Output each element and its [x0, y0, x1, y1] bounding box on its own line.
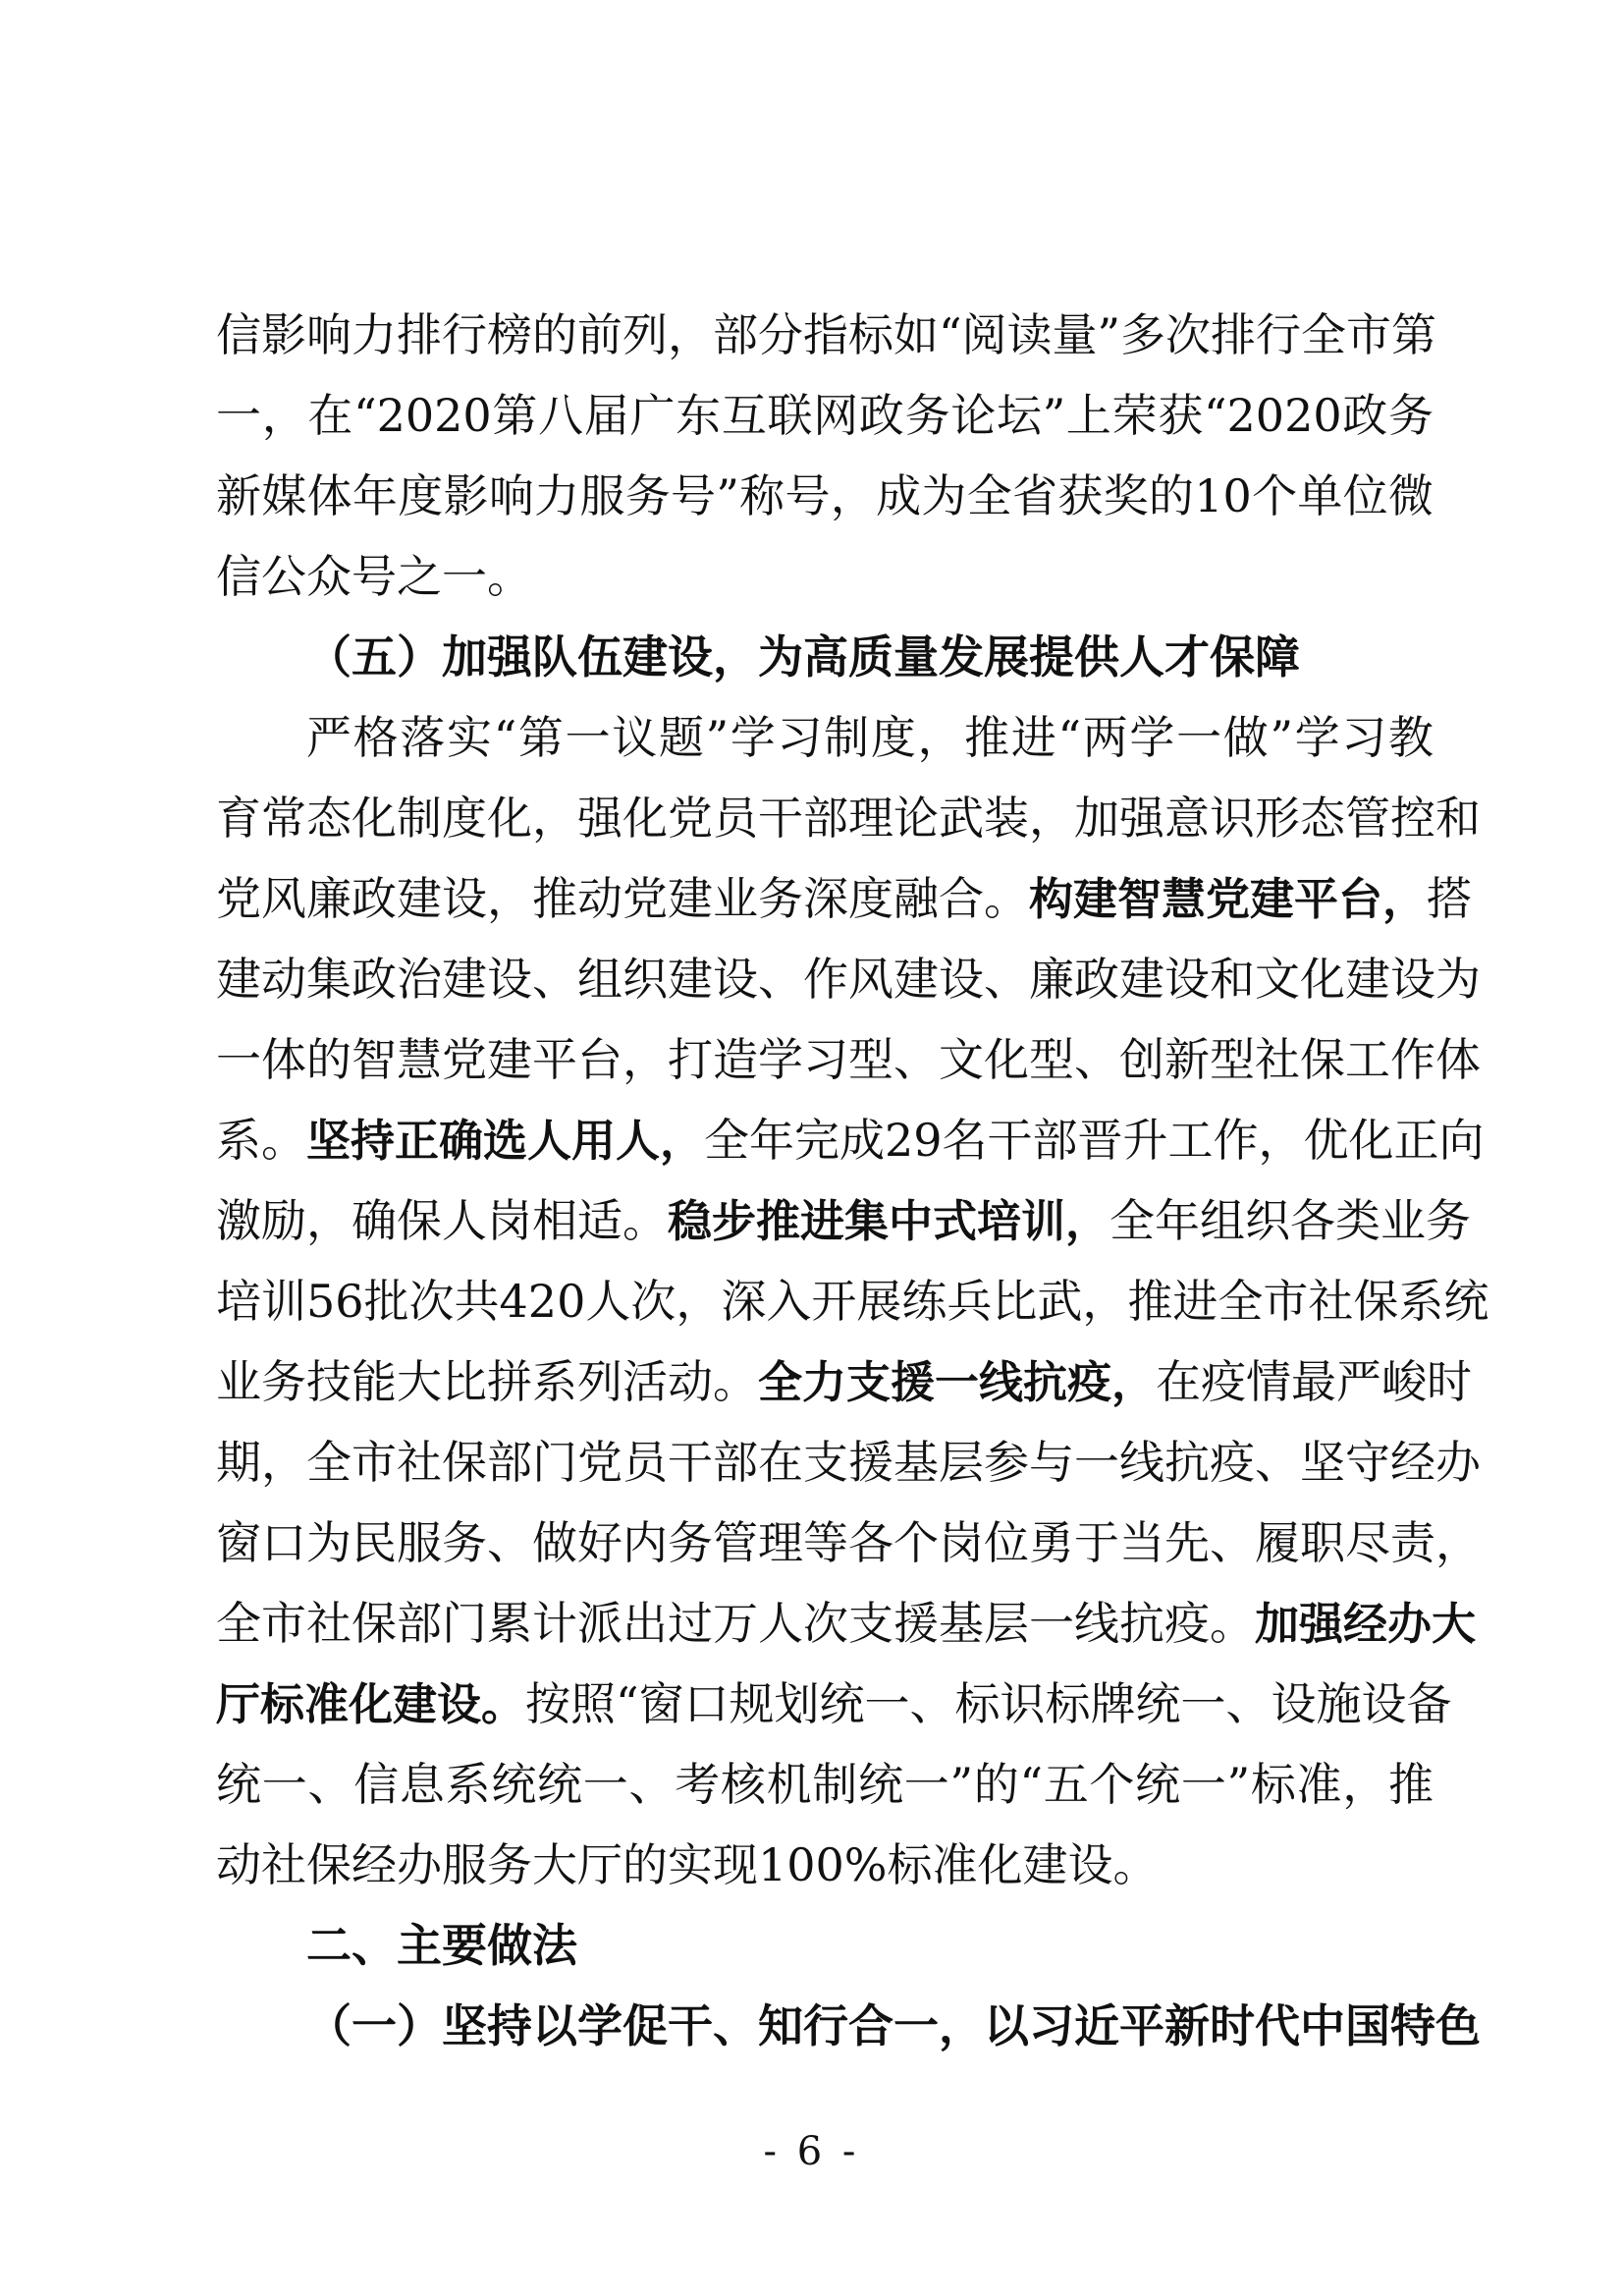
text-run: 党风廉政建设，推动党建业务深度融合。: [216, 872, 1029, 925]
bold-phrase: 加强经办大: [1255, 1598, 1477, 1650]
page-number: - 6 -: [763, 2129, 860, 2174]
paragraph-line: 严格落实“第一议题”学习制度，推进“两学一做”学习教: [306, 711, 1434, 764]
paragraph-line: 一体的智慧党建平台，打造学习型、文化型、创新型社保工作体: [216, 1033, 1481, 1086]
paragraph-line: [216, 1664, 1452, 1744]
paragraph-line: 信公众号之一。: [216, 550, 532, 603]
paragraph-line: 培训56批次共420人次，深入开展练兵比武，推进全市社保系统: [216, 1275, 1489, 1328]
bold-phrase: 坚持正确选人用人，: [306, 1115, 705, 1167]
section-heading-5: （五）加强队伍建设，为高质量发展提供人才保障: [306, 630, 1300, 683]
paragraph-line: [216, 1341, 1473, 1422]
paragraph-line: 育常态化制度化，强化党员干部理论武装，加强意识形态管控和: [216, 792, 1481, 845]
text-run: 全年完成29名干部晋升工作，优化正向: [704, 1114, 1485, 1167]
bold-phrase: 构建智慧党建平台，: [1029, 873, 1428, 925]
paragraph-line: 统一、信息系统统一、考核机制统一”的“五个统一”标准，推: [216, 1758, 1434, 1811]
paragraph-line: 窗口为民服务、做好内务管理等各个岗位勇于当先、履职尽责，: [216, 1516, 1481, 1569]
text-run: 全年组织各类业务: [1109, 1194, 1472, 1247]
paragraph-line: [216, 858, 1473, 939]
subsection-heading-1: （一）坚持以学促干、知行合一，以习近平新时代中国特色: [306, 1999, 1481, 2052]
paragraph-line: [216, 1583, 1477, 1664]
paragraph-line: [216, 1180, 1472, 1261]
document-body: [216, 295, 1489, 2066]
text-run: 搭: [1427, 872, 1473, 925]
text-run: 激励，确保人岗相适。: [216, 1194, 668, 1247]
bold-phrase: 稳步推进集中式培训，: [668, 1195, 1110, 1247]
bold-phrase: 全力支援一线抗疫，: [758, 1356, 1157, 1408]
paragraph-line: 建动集政治建设、组织建设、作风建设、廉政建设和文化建设为: [216, 953, 1481, 1006]
section-heading-2: 二、主要做法: [306, 1919, 577, 1972]
text-run: 系。: [216, 1114, 306, 1167]
paragraph-line: 动社保经办服务大厅的实现100%标准化建设。: [216, 1838, 1159, 1891]
bold-phrase: 厅标准化建设。: [216, 1678, 526, 1730]
paragraph-line: 一，在“2020第八届广东互联网政务论坛”上荣获“2020政务: [216, 389, 1434, 442]
paragraph-line: [216, 1100, 1485, 1180]
paragraph-line: 信影响力排行榜的前列，部分指标如“阅读量”多次排行全市第: [216, 308, 1437, 361]
text-run: 全市社保部门累计派出过万人次支援基层一线抗疫。: [216, 1597, 1255, 1650]
paragraph-line: 期，全市社保部门党员干部在支援基层参与一线抗疫、坚守经办: [216, 1436, 1481, 1489]
text-run: 按照“窗口规划统一、标识标牌统一、设施设备: [525, 1677, 1452, 1730]
text-run: 业务技能大比拼系列活动。: [216, 1355, 758, 1408]
paragraph-line: 新媒体年度影响力服务号”称号，成为全省获奖的10个单位微: [216, 469, 1434, 522]
text-run: 在疫情最严峻时: [1156, 1355, 1473, 1408]
